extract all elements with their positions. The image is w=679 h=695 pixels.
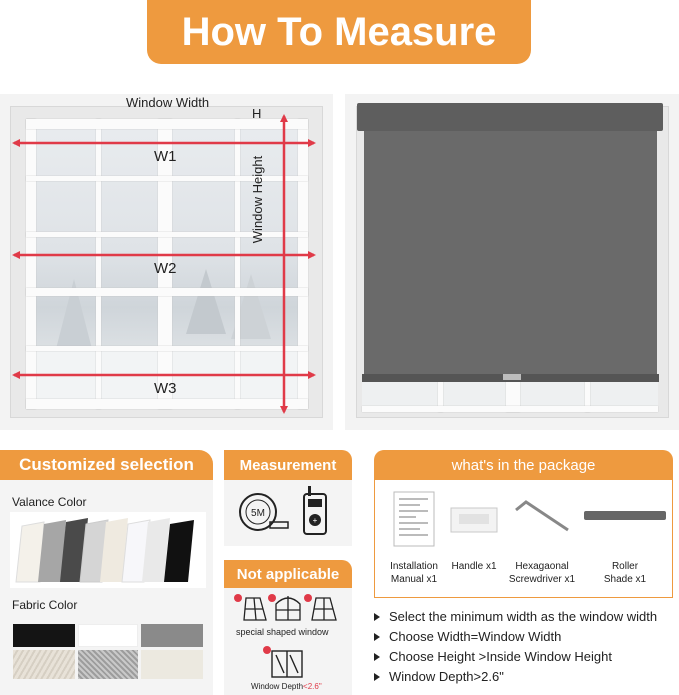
tape-measure-icon: [236, 486, 292, 538]
roller-shade-icon: [582, 508, 668, 524]
tip-item: Window Depth>2.6": [374, 669, 504, 684]
valance-color-label: Valance Color: [12, 495, 87, 509]
fabric-swatch-white: [78, 624, 138, 647]
package-item-handle: Handle x1: [451, 561, 497, 572]
w1-label: W1: [154, 148, 177, 165]
bullet-arrow-icon: [374, 613, 380, 621]
bullet-arrow-icon: [374, 633, 380, 641]
shaped-window-caption: special shaped window: [236, 627, 329, 637]
fabric-swatch-gray: [141, 624, 203, 647]
package-item-roller-shade: Roller Shade x1: [603, 561, 647, 585]
tip-item: Choose Width=Window Width: [374, 629, 561, 644]
window-measure-photo: [0, 94, 333, 430]
fabric-swatch-cream: [141, 650, 203, 679]
laser-meter-icon: [300, 484, 334, 538]
customized-selection-title: Customized selection: [0, 450, 213, 480]
fabric-color-label: Fabric Color: [12, 598, 78, 612]
window-width-label: Window Width: [126, 95, 210, 110]
window-height-label: Window Height: [250, 155, 266, 244]
tip-item: Select the minimum width as the window width: [374, 609, 657, 624]
not-applicable-title: Not applicable: [224, 560, 352, 588]
tape-measure-text: 5M: [251, 508, 265, 519]
h-label: H: [252, 106, 262, 121]
package-title: what's in the package: [374, 450, 673, 480]
window-depth-icon: [262, 645, 308, 679]
bullet-arrow-icon: [374, 653, 380, 661]
shade-pull-handle: [503, 374, 521, 380]
valance-color-samples: [10, 512, 206, 588]
tip-item: Choose Height >Inside Window Height: [374, 649, 612, 664]
measurement-title: Measurement: [224, 450, 352, 480]
package-item-manual: Installation Manual x1: [390, 561, 438, 585]
fabric-swatch-linen: [13, 650, 75, 679]
package-item-screwdriver: Hexagaonal Screwdriver x1: [508, 561, 576, 585]
shaped-window-icons: [232, 592, 344, 624]
bullet-arrow-icon: [374, 673, 380, 681]
fabric-swatch-black: [13, 624, 75, 647]
svg-text:+: +: [312, 516, 318, 525]
shade-cassette: [357, 103, 663, 131]
w3-label: W3: [154, 380, 177, 397]
page-title: How To Measure: [147, 0, 531, 64]
hex-key-icon: [512, 500, 572, 536]
shade-fabric: [364, 131, 657, 379]
handle-icon: [449, 506, 499, 534]
window-depth-caption: Window Depth<2.6": [251, 682, 322, 691]
manual-icon: [390, 490, 442, 550]
w2-label: W2: [154, 260, 177, 277]
fabric-swatch-textured-gray: [78, 650, 138, 679]
